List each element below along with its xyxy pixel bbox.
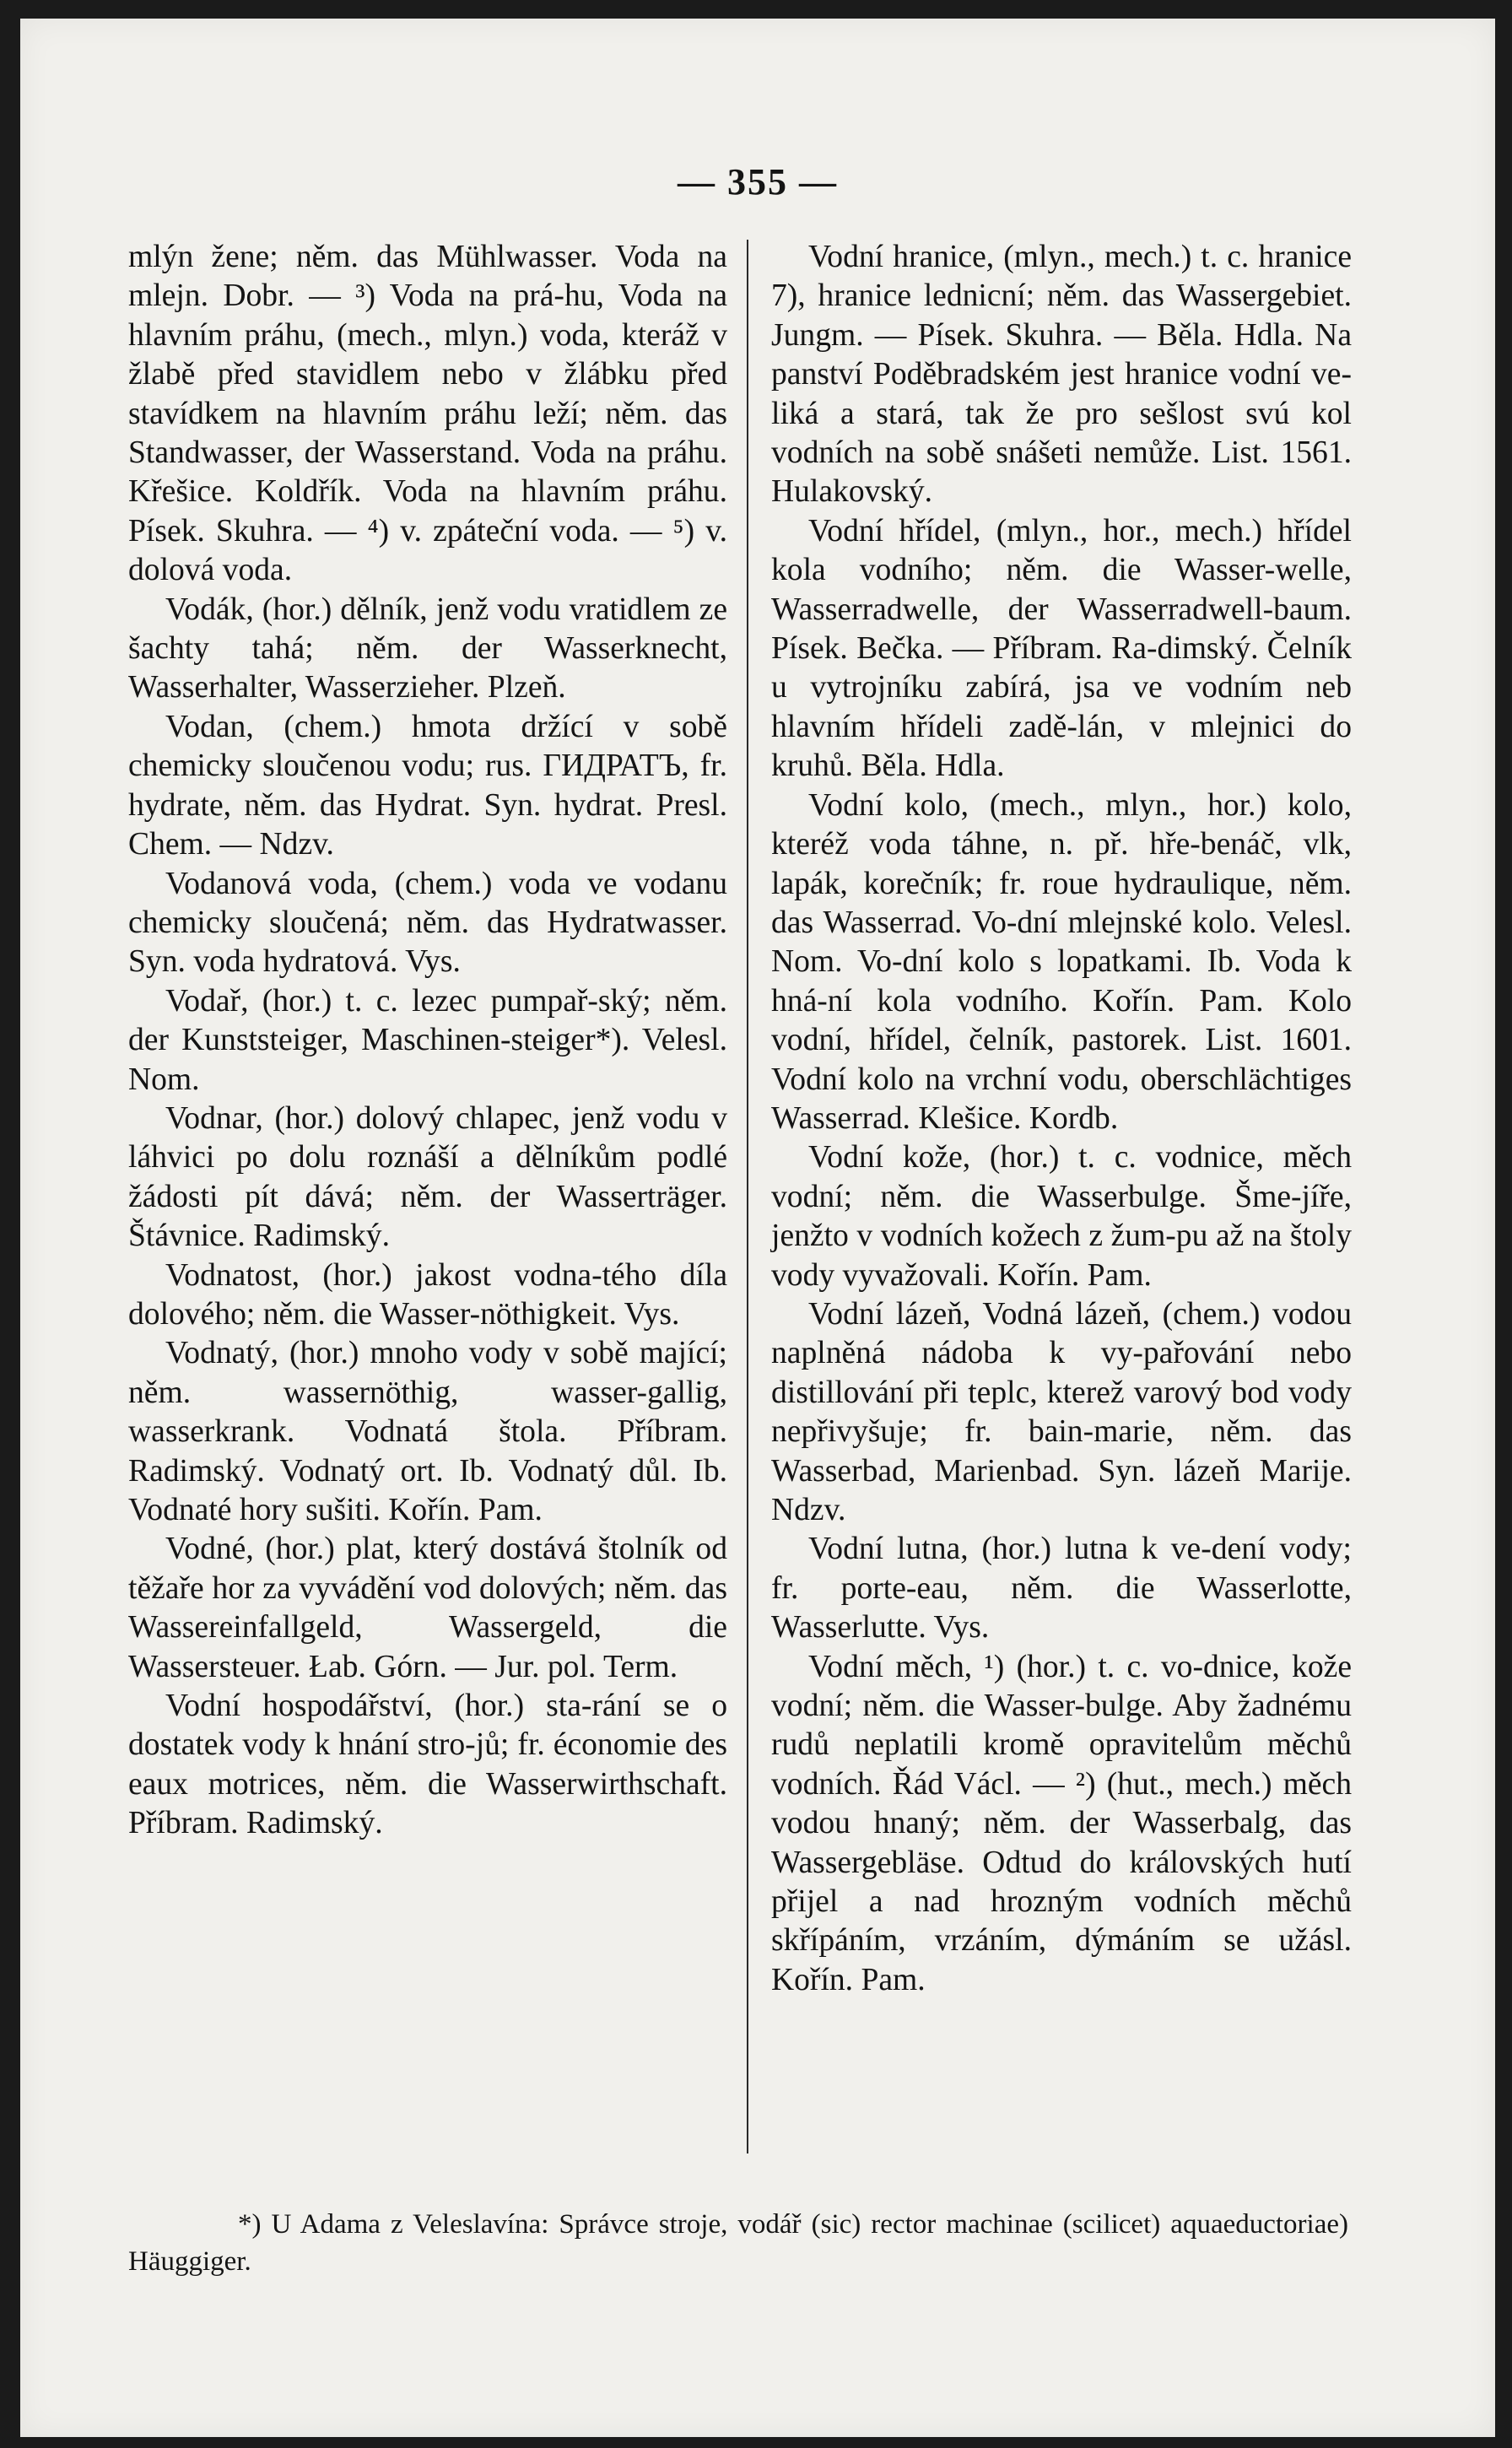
document-page xyxy=(20,19,1495,2437)
dictionary-entry: Vodní hřídel, (mlyn., hor., mech.) hřídel kola vodního; něm. die Wasser-welle, Wasserradwelle, der Wasserradwell-baum. Písek. Bečka. — Příbram. Ra-dimský. Čelník u vytrojníku zabírá, jsa ve vodním neb hlavním hřídeli zadě-lán, v mlejnici do kruhů. Běla. Hdla. xyxy=(771,513,1352,784)
dictionary-entry: Vodní lázeň, Vodná lázeň, (chem.) vodou naplněná nádoba k vy-pařování nebo distillování při teplc, kterež varový bod vody nepřivyšuje; fr. bain-marie, něm. das Wasserbad, Marienbad. Syn. lázeň Marije. Ndzv. xyxy=(771,1296,1352,1527)
right-column xyxy=(771,238,1352,2000)
dictionary-entry: Vodní lutna, (hor.) lutna k ve-dení vody; fr. porte-eau, něm. die Wasserlotte, Wasserlutte. Vys. xyxy=(771,1532,1352,1646)
dictionary-entry: mlýn žene; něm. das Mühlwasser. Voda na mlejn. Dobr. — ³) Voda na prá-hu, Voda na hlavním práhu, (mech., mlyn.) voda, kteráž v žlabě před stavidlem nebo v žlábku před stavídkem na hlavním práhu leží; něm. das Standwasser, der Wasserstand. Voda na práhu. Křešice. Koldřík. Voda na hlavním práhu. Písek. Skuhra. — ⁴) v. zpáteční voda. — ⁵) v. dolová voda. xyxy=(128,240,727,588)
dictionary-entry: Vodnatý, (hor.) mnoho vody v sobě mající; něm. wassernöthig, wasser-gallig, wasserkrank. Vodnatá štola. Příbram. Radimský. Vodnatý ort. Ib. Vodnatý důl. Ib. Vodnaté hory sušiti. Kořín. Pam. xyxy=(128,1336,727,1527)
footnote: *) U Adama z Veleslavína: Správce stroje, vodář (sic) rector machinae (scilicet) aquaeductoriae) Häuggiger. xyxy=(128,2209,1348,2277)
column-divider xyxy=(747,240,748,2153)
dictionary-entry: Vodan, (chem.) hmota držící v sobě chemicky sloučenou vodu; rus. ГИДРАТЪ, fr. hydrate, něm. das Hydrat. Syn. hydrat. Presl. Chem. — Ndzv. xyxy=(128,709,727,862)
dictionary-entry: Vodanová voda, (chem.) voda ve vodanu chemicky sloučená; něm. das Hydratwasser. Syn. voda hydratová. Vys. xyxy=(128,866,727,980)
dictionary-entry: Vodní měch, ¹) (hor.) t. c. vo-dnice, kože vodní; něm. die Wasser-bulge. Aby žadnému rudů neplatili kromě opravitelům měchů vodních. Řád Václ. — ²) (hut., mech.) měch vodou hnaný; něm. der Wasserbalg, das Wassergebläse. Odtud do královských hutí přijel a nad hrozným vodních měchů skřípáním, vrzáním, dýmáním se užásl. Kořín. Pam. xyxy=(771,1649,1352,1997)
page-number: — 355 — xyxy=(678,161,838,203)
dictionary-entry: Vodné, (hor.) plat, který dostává štolník od těžaře hor za vyvádění vod dolových; něm. das Wassereinfallgeld, Wassergeld, die Wassersteuer. Łab. Górn. — Jur. pol. Term. xyxy=(128,1532,727,1684)
left-column xyxy=(128,238,727,1844)
dictionary-entry: Vodnar, (hor.) dolový chlapec, jenž vodu v láhvici po dolu roznáší a dělníkům podlé žádosti pít dává; něm. der Wasserträger. Štávnice. Radimský. xyxy=(128,1100,727,1254)
dictionary-entry: Vodní kože, (hor.) t. c. vodnice, měch vodní; něm. die Wasserbulge. Šme-jíře, jenžto v vodních kožech z žum-pu až na štoly vody vyvažovali. Kořín. Pam. xyxy=(771,1140,1352,1293)
dictionary-entry: Vodař, (hor.) t. c. lezec pumpař-ský; něm. der Kunststeiger, Maschinen-steiger*). Velesl. Nom. xyxy=(128,983,727,1097)
dictionary-entry: Vodní hospodářství, (hor.) sta-rání se o dostatek vody k hnání stro-jů; fr. économie des eaux motrices, něm. die Wasserwirthschaft. Příbram. Radimský. xyxy=(128,1689,727,1841)
dictionary-entry: Vodní kolo, (mech., mlyn., hor.) kolo, kteréž voda táhne, n. př. hře-benáč, vlk, lapák, korečník; fr. roue hydraulique, něm. das Wasserrad. Vo-dní mlejnské kolo. Velesl. Nom. Vo-dní kolo s lopatkami. Ib. Voda k hná-ní kola vodního. Kořín. Pam. Kolo vodní, hřídel, čelník, pastorek. List. 1601. Vodní kolo na vrchní vodu, oberschlächtiges Wasserrad. Klešice. Kordb. xyxy=(771,787,1352,1136)
dictionary-entry: Vodák, (hor.) dělník, jenž vodu vratidlem ze šachty tahá; něm. der Wasserknecht, Wasserhalter, Wasserzieher. Plzeň. xyxy=(128,592,727,705)
dictionary-entry: Vodní hranice, (mlyn., mech.) t. c. hranice 7), hranice lednicní; něm. das Wassergebiet. Jungm. — Písek. Skuhra. — Běla. Hdla. Na panství Poděbradském jest hranice vodní ve-liká a stará, tak že pro sešlost svú kol vodních na sobě snášeti nemůže. List. 1561. Hulakovský. xyxy=(771,240,1352,510)
dictionary-entry: Vodnatost, (hor.) jakost vodna-tého díla dolového; něm. die Wasser-nöthigkeit. Vys. xyxy=(128,1257,727,1332)
